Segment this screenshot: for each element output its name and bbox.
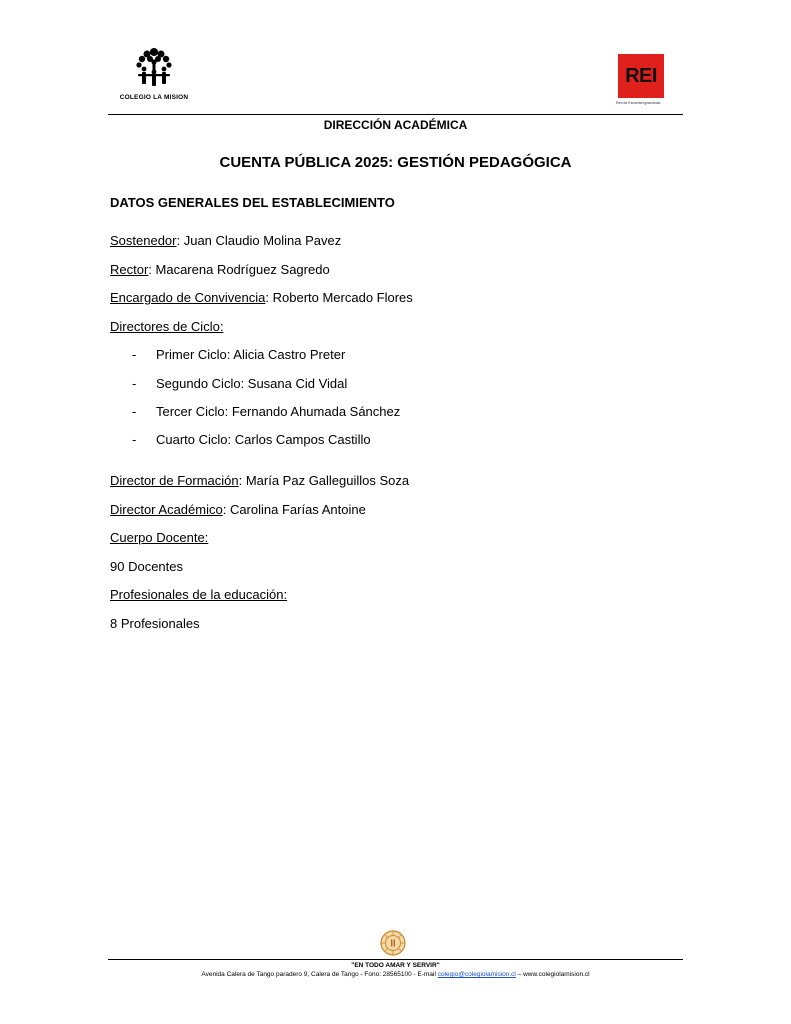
page-title: CUENTA PÚBLICA 2025: GESTIÓN PEDAGÓGICA	[219, 154, 572, 171]
rector-value: : Macarena Rodríguez Sagredo	[148, 262, 330, 277]
website-text: – www.colegiolamision.cl	[515, 971, 590, 978]
bullet-marker: -	[132, 347, 137, 362]
sostenedor-value: : Juan Claudio Molina Pavez	[176, 233, 342, 248]
profesionales-label: Profesionales de la educación:	[110, 587, 288, 602]
profesionales-count: 8 Profesionales	[110, 616, 200, 631]
email-link[interactable]: colegio@colegiolamision.cl	[437, 971, 516, 978]
list-item: Primer Ciclo: Alicia Castro Preter	[156, 347, 346, 362]
section-title: DATOS GENERALES DEL ESTABLECIMIENTO	[110, 195, 395, 210]
rector-label: Rector	[110, 262, 149, 277]
convivencia-value: : Roberto Mercado Flores	[265, 290, 413, 305]
school-logo	[108, 44, 200, 106]
director-academico-value: : Carolina Farías Antoine	[222, 502, 366, 517]
sostenedor-label: Sostenedor	[110, 233, 177, 248]
tree-children-logo-icon	[130, 44, 178, 92]
director-formacion-line	[110, 473, 409, 488]
rei-logo-icon	[616, 54, 671, 110]
footer-divider	[108, 959, 683, 960]
sostenedor-line	[110, 233, 341, 248]
school-name: COLEGIO LA MISION	[119, 94, 189, 101]
convivencia-line	[110, 290, 413, 305]
jesuit-seal-icon	[380, 930, 406, 956]
department-heading: DIRECCIÓN ACADÉMICA	[323, 118, 468, 132]
footer-address	[108, 971, 683, 978]
rector-line	[110, 262, 330, 277]
director-academico-line	[110, 502, 366, 517]
bullet-marker: -	[132, 432, 137, 447]
bullet-marker: -	[132, 404, 137, 419]
bullet-marker: -	[132, 376, 137, 391]
list-item: Cuarto Ciclo: Carlos Campos Castillo	[156, 432, 371, 447]
directores-ciclo-line	[110, 319, 223, 334]
footer-motto: "EN TODO AMAR Y SERVIR"	[351, 962, 440, 969]
header-divider	[108, 114, 683, 115]
profesionales-line	[110, 587, 287, 602]
address-text: Avenida Calera de Tango paradero 9, Calera de Tango - Fono: 28565100 - E-mail	[201, 971, 438, 978]
director-formacion-value: : María Paz Galleguillos Soza	[238, 473, 410, 488]
list-item: Tercer Ciclo: Fernando Ahumada Sánchez	[156, 404, 401, 419]
director-formacion-label: Director de Formación	[110, 473, 239, 488]
rei-logo-text: REI	[625, 65, 657, 87]
cuerpo-docente-label: Cuerpo Docente:	[110, 530, 209, 545]
convivencia-label: Encargado de Convivencia	[110, 290, 266, 305]
cuerpo-docente-line	[110, 530, 208, 545]
director-academico-label: Director Académico	[110, 502, 223, 517]
rei-logo-subtext: Red de Escuelas Ignacianas	[616, 101, 661, 105]
directores-ciclo-label: Directores de Ciclo:	[110, 319, 224, 334]
list-item: Segundo Ciclo: Susana Cid Vidal	[156, 376, 348, 391]
rei-logo-box	[618, 54, 664, 98]
docentes-count: 90 Docentes	[110, 559, 183, 574]
